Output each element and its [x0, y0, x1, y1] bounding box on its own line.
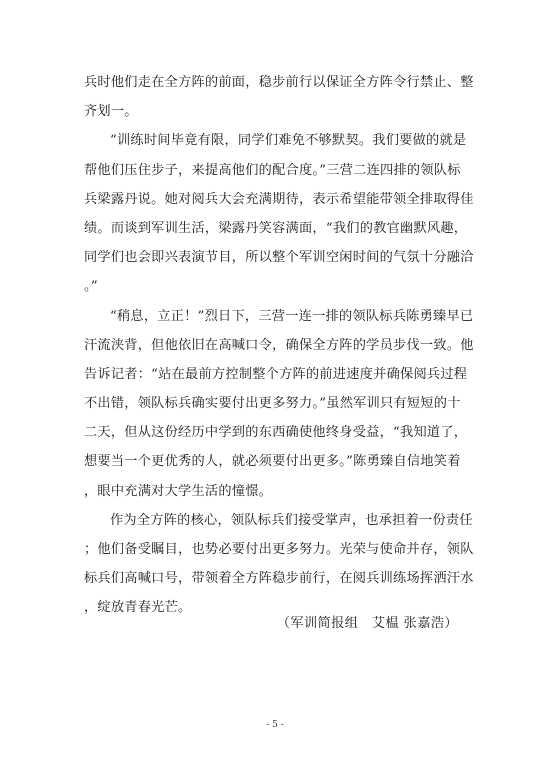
text-line: ，眼中充满对大学生活的憧憬。 — [84, 483, 273, 499]
text-line: 齐划一。 — [84, 104, 138, 120]
text-line: 二天，但从这份经历中学到的东西确使他终身受益，“我知道了， — [84, 425, 468, 441]
text-line: 帮他们压住步子，来提高他们的配合度。”三营二连四排的领队标 — [84, 162, 461, 178]
text-line: 兵梁露丹说。她对阅兵大会充满期待，表示希望能带领全排取得佳 — [84, 191, 474, 207]
page-number: - 5 - — [266, 720, 284, 730]
paragraph-start-line: 作为全方阵的核心，领队标兵们接受掌声，也承担着一份责任 — [110, 512, 473, 528]
text-line: 。” — [84, 279, 98, 295]
text-line: 绩。而谈到军训生活，梁露丹笑容满面，“我们的教官幽默风趣， — [84, 220, 468, 236]
text-line: 标兵们高喊口号，带领着全方阵稳步前行，在阅兵训练场挥洒汗水 — [84, 571, 474, 587]
article-body — [84, 68, 474, 623]
text-line: 兵时他们走在全方阵的前面，稳步前行以保证全方阵令行禁止、整 — [84, 75, 474, 90]
text-line: ，绽放青春光芒。 — [84, 600, 192, 616]
paragraph-start-line: “训练时间毕竟有限，同学们难免不够默契。我们要做的就是 — [110, 133, 467, 149]
paragraph-start-line: “稍息，立正！”烈日下，三营一连一排的领队标兵陈勇臻早已 — [110, 308, 474, 324]
text-line: 同学们也会即兴表演节目，所以整个军训空闲时间的气氛十分融洽 — [84, 250, 474, 266]
text-line: 不出错，领队标兵确实要付出更多努力。”虽然军训只有短短的十 — [84, 396, 461, 412]
text-line: 想要当一个更优秀的人，就必须要付出更多。”陈勇臻自信地笑着 — [84, 454, 461, 470]
text-line: 告诉记者：“站在最前方控制整个方阵的前进速度并确保阅兵过程 — [84, 366, 468, 382]
text-line: ；他们备受瞩目，也势必要付出更多努力。光荣与使命并存，领队 — [84, 542, 474, 557]
author-signature: （军训简报组 艾榅 张嘉浩） — [276, 616, 458, 631]
text-line: 汗流浃背，但他依旧在高喊口令，确保全方阵的学员步伐一致。他 — [84, 337, 474, 353]
